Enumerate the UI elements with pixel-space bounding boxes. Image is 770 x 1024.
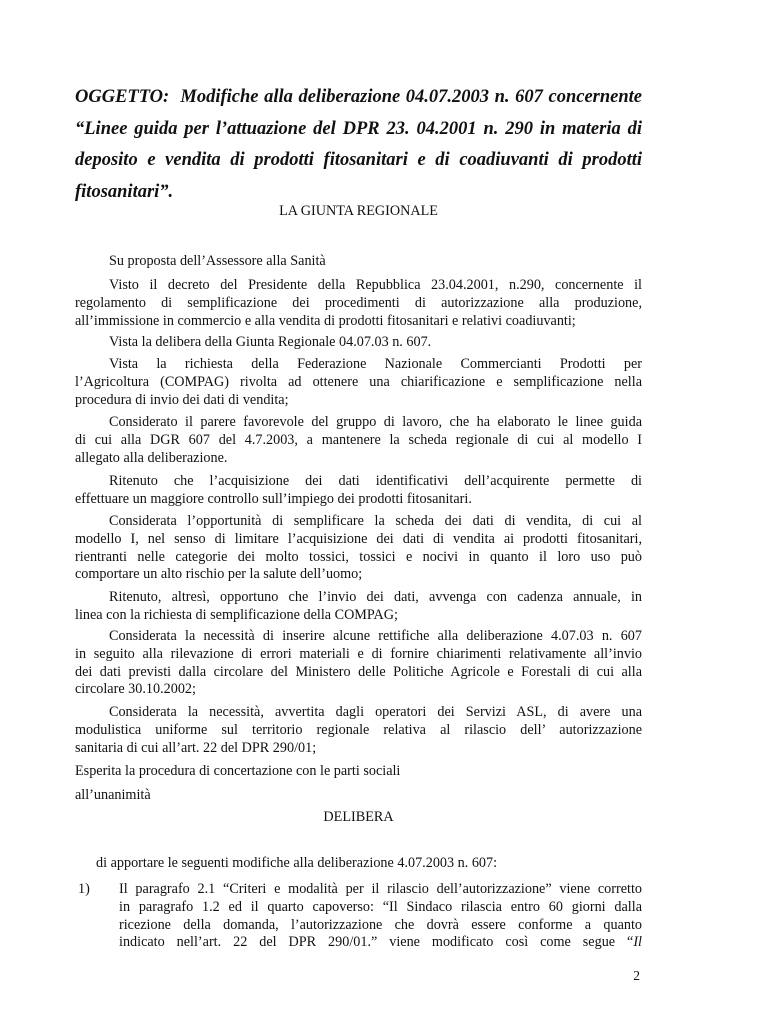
paragraph-unanimita: all’unanimità — [75, 787, 151, 803]
subject-line-2: “Linee guida per l’attuazione del DPR 23. 04.2001 n. 290 in materia di — [75, 118, 642, 139]
subject-line-3: deposito e vendita di prodotti fitosanitari e di coadiuvanti di prodotti — [75, 150, 642, 170]
paragraph-visto-decreto: Visto il decreto del Presidente della Repubblica 23.04.2001, n.290, concernente il regolamento di semplificazione dei procedimenti di autorizzazione alla produzione, all’immissione in commercio e alla vendita di prodotti fitosanitari e relativi coadiuvanti; — [75, 277, 642, 329]
paragraph-ritenuto-invio: Ritenuto, altresì, opportuno che l’invio dei dati, avvenga con cadenza annuale, in linea con la richiesta di semplificazione della COMPAG; — [75, 589, 642, 623]
heading-delibera: DELIBERA — [323, 809, 394, 825]
paragraph-considerato-parere: Considerato il parere favorevole del gruppo di lavoro, che ha elaborato le linee guida di cui alla DGR 607 del 4.7.2003, a mantenere la scheda regionale di cui al modello I allegato alla deliberazione. — [75, 414, 642, 466]
subject-block — [75, 82, 642, 208]
page-number: 2 — [633, 968, 640, 983]
heading-giunta: LA GIUNTA REGIONALE — [279, 203, 438, 219]
paragraph-considerata-opportunita: Considerata l’opportunità di semplificare la scheda dei dati di vendita, di cui al modello I, nel senso di limitare l’acquisizione dei dati di vendita ai prodotti fitosanitari, rientranti nelle categorie dei molto tossici, tossici e nocivi in quanto il loro uso può comportare un alto rischio per la salute dell’uomo; — [75, 513, 642, 583]
paragraph-considerata-modulistica: Considerata la necessità, avvertita dagli operatori dei Servizi ASL, di avere una modulistica uniforme sul territorio regionale relativa al rilascio dell’ autorizzazione sanitaria di cui all’art. 22 del DPR 290/01; — [75, 704, 642, 756]
paragraph-considerata-rettifiche: Considerata la necessità di inserire alcune rettifiche alla deliberazione 4.07.03 n. 607 in seguito alla rilevazione di errori materiali e di fornire chiarimenti relativamente all’invio dei dati previsti dalla circolare del Ministero delle Politiche Agricole e Forestali di cui alla circolare 30.10.2002; — [75, 628, 642, 698]
paragraph-intro-delibera: di apportare le seguenti modifiche alla deliberazione 4.07.2003 n. 607: — [96, 855, 498, 871]
paragraph-vista-delibera: Vista la delibera della Giunta Regionale 04.07.03 n. 607. — [109, 334, 432, 350]
subject-line-1: OGGETTO: Modifiche alla deliberazione 04.07.2003 n. 607 concernente — [75, 87, 642, 107]
list-item-number: 1) — [78, 881, 90, 897]
paragraph-esperita: Esperita la procedura di concertazione con le parti sociali — [75, 763, 401, 779]
paragraph-vista-richiesta: Vista la richiesta della Federazione Nazionale Commercianti Prodotti per l’Agricoltura (COMPAG) rivolta ad ottenere una chiarificazione e semplificazione nella procedura di invio dei dati di vendita; — [75, 356, 642, 408]
list-item-text: Il paragrafo 2.1 “Criteri e modalità per il rilascio dell’autorizzazione” viene corretto in paragrafo 1.2 ed il quarto capoverso: “Il Sindaco rilascia entro 60 giorni dalla ricezione della domanda, l’autorizzazione che dovrà essere conforme a quanto indicato nell’art. 22 del DPR 290/01.” viene modificato così come segue “Il — [119, 881, 642, 951]
subject-line-4: fitosanitari”. — [75, 181, 174, 202]
subject-label: OGGETTO — [75, 87, 164, 107]
paragraph-proposta: Su proposta dell’Assessore alla Sanità — [109, 253, 326, 269]
paragraph-ritenuto-acquisizione: Ritenuto che l’acquisizione dei dati identificativi dell’acquirente permette di effettuare un maggiore controllo sull’impiego dei prodotti fitosanitari. — [75, 473, 642, 507]
